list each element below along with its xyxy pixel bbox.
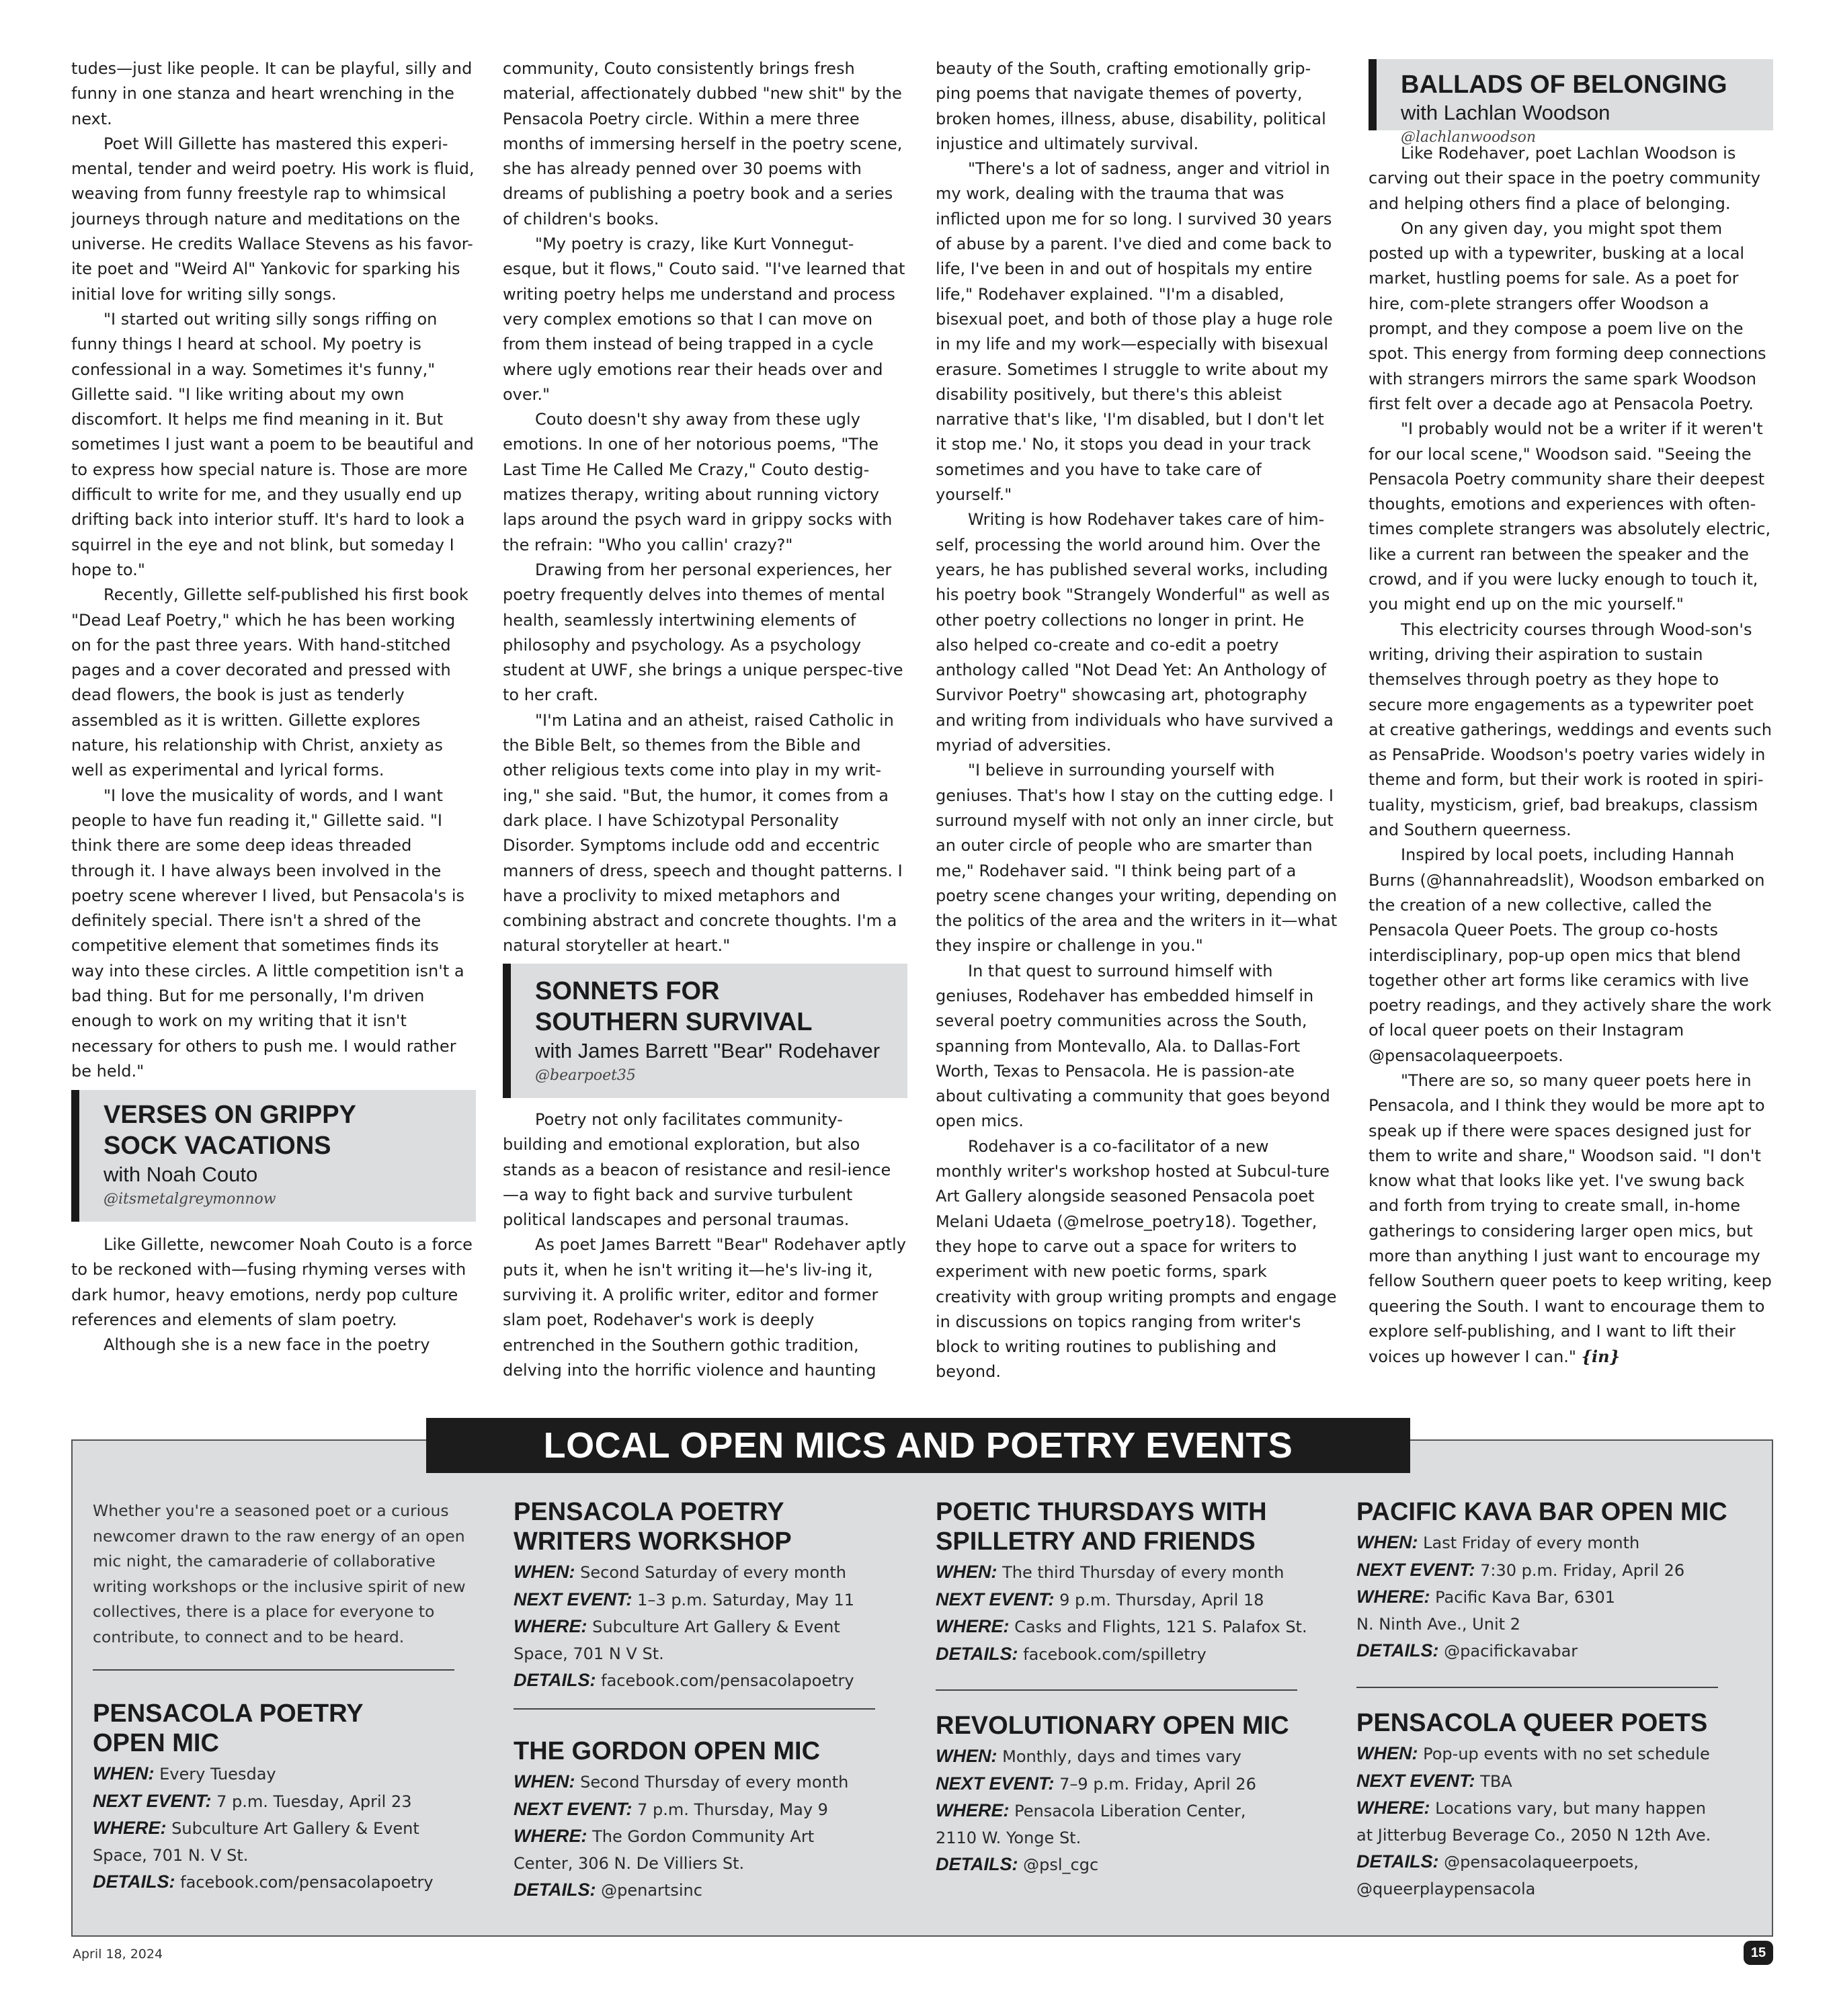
value: The third Thursday of every month — [1002, 1563, 1284, 1582]
event-where-cont: Center, 306 N. De Villiers St. — [514, 1853, 745, 1873]
value: Subculture Art Gallery & Event — [171, 1819, 419, 1838]
value: Second Saturday of every month — [580, 1563, 846, 1582]
event-details — [93, 1869, 483, 1896]
value: TBA — [1480, 1771, 1512, 1791]
event-when — [1356, 1740, 1760, 1768]
value: Pacific Kava Bar, 6301 — [1435, 1588, 1615, 1607]
event-title — [936, 1497, 1326, 1556]
event-next — [936, 1587, 1326, 1614]
paragraph: Couto doesn't shy away from these ugly emotions. In one of her notorious poems, "The Last Time He Called Me Crazy," Couto destig-matizes therapy, writing about running victory laps around the psych ward in grippy socks with the refrain: "Who you callin' crazy?" — [503, 410, 893, 554]
page-number: 15 — [1744, 1941, 1773, 1965]
event-where-cont: N. Ninth Ave., Unit 2 — [1356, 1614, 1520, 1634]
section-title: VERSES ON GRIPPY — [104, 1101, 356, 1129]
label: DETAILS: — [1356, 1851, 1439, 1872]
paragraph: "I love the musicality of words, and I want people to have fun reading it," Gillette said. "I think there are some deep ideas threaded through it. I have always been involved in the poetry scene wherever I lived, but Pensacola's is definitely special. There isn't a shred of the competitive element that sometimes finds its way into these circles. A little competition isn't a bad thing. But for me personally, I'm driven enough to work on my writing that it isn't necessary for others to push me. I would rather be held." — [71, 786, 464, 1081]
event-title: REVOLUTIONARY OPEN MIC — [936, 1712, 1289, 1740]
value: facebook.com/pensacolapoetry — [180, 1873, 434, 1892]
value: 7 p.m. Thursday, May 9 — [637, 1800, 828, 1819]
section-handle: @itsmetalgreymonnow — [104, 1191, 276, 1208]
event-when — [514, 1769, 903, 1796]
event-writers-workshop — [514, 1497, 903, 1695]
paragraph: Poetry not only facilitates community-building and emotional exploration, but also stands as a beacon of resistance and resil-ience—a way to fight back and survive turbulent political landscapes and personal traumas. — [503, 1110, 891, 1230]
label: WHERE: — [1356, 1587, 1430, 1607]
divider — [1356, 1687, 1718, 1688]
event-title — [514, 1497, 903, 1556]
event-when — [936, 1559, 1326, 1587]
label: WHEN: — [514, 1562, 575, 1582]
event-title: THE GORDON OPEN MIC — [514, 1737, 821, 1765]
event-pensacola-queer-poets — [1356, 1708, 1760, 1902]
event-where — [1356, 1795, 1760, 1822]
paragraph-text: "There are so, so many queer poets here in Pensacola, and I think they would be more apt to speak up if there were spaces designed just for them to write and share," Woodson said. "I don't know what that looks like yet. I've swung back and forth from trying to create small, in-home gatherings to considering larger open mics, but more than anything I just want to encourage my fellow Southern queer poets to keep writing, keep queering the South. I want to encourage them to explore self-publishing, and I want to lift their voices up however I can." — [1369, 1070, 1772, 1367]
article-column-4 — [1369, 141, 1773, 1370]
label: NEXT EVENT: — [93, 1790, 212, 1811]
paragraph: Drawing from her personal experiences, her poetry frequently delves into themes of mental health, seamlessly intertwining elements of philosophy and psychology. As a psychology student at UWF, she brings a unique perspec-tive to her craft. — [503, 560, 903, 705]
article-column-2 — [503, 56, 906, 959]
event-title-line: POETIC THURSDAYS WITH — [936, 1498, 1267, 1526]
label: NEXT EVENT: — [1356, 1559, 1475, 1580]
label: WHERE: — [93, 1818, 167, 1838]
event-when — [514, 1559, 903, 1587]
section-byline: with Lachlan Woodson — [1401, 101, 1610, 124]
value: @pensacolaqueerpoets, — [1444, 1853, 1639, 1872]
section-handle: @bearpoet35 — [535, 1067, 636, 1084]
event-where — [1356, 1584, 1746, 1611]
value: @penartsinc — [601, 1881, 702, 1900]
value: Locations vary, but many happen — [1435, 1799, 1706, 1818]
paragraph: Although she is a new face in the poetry — [104, 1335, 430, 1355]
paragraph: "I started out writing silly songs riffing on funny things I heard at school. My poetry is confessional in a way. Sometimes it's funny," Gillette said. "I like writing about my own discomfort. It helps me find meaning in it. But sometimes I just want a poem to be beautiful and to express how special nature is. Those are more difficult to write for me, and they usually end up drifting back into interior stuff. It's hard to look a squirrel in the eye and not blink, but someday I hope to." — [71, 309, 474, 579]
paragraph: "There's a lot of sadness, anger and vitriol in my work, dealing with the trauma that was inflicted upon me for so long. I survived 30 years of abuse by a parent. I've died and come back to life, I've been in and out of hospitals my entire life," Rodehaver explained. "I'm a disabled, bisexual poet, and both of those play a huge role in my life and my work—especially with bisexual erasure. Sometimes I struggle to write about my disability positively, but there's this ableist narrative that's like, 'I'm disabled, but I don't let it stop me.' No, it stops you dead in your track sometimes and you have to take care of yourself." — [936, 159, 1333, 505]
event-gordon-open-mic — [514, 1736, 903, 1904]
event-where — [936, 1613, 1326, 1641]
value: 7:30 p.m. Friday, April 26 — [1480, 1560, 1685, 1580]
paragraph: As poet James Barrett "Bear" Rodehaver aptly puts it, when he isn't writing it—he's liv-ing it, surviving it. A prolific writer, editor and former slam poet, Rodehaver's work is deeply entrenched in the Southern gothic tradition, delving into the horrific violence and haunting — [503, 1235, 906, 1380]
event-title-line: WRITERS WORKSHOP — [514, 1527, 792, 1556]
divider — [93, 1669, 454, 1671]
event-where — [514, 1823, 903, 1851]
event-details — [1356, 1849, 1760, 1876]
paragraph: Like Gillette, newcomer Noah Couto is a force to be reckoned with—fusing rhyming verses with dark humor, heavy emotions, nerdy pop culture references and elements of slam poetry. — [71, 1235, 473, 1329]
divider — [514, 1708, 875, 1710]
paragraph: Like Rodehaver, poet Lachlan Woodson is carving out their space in the poetry community and helping others find a place of belonging. — [1369, 144, 1760, 213]
paragraph: Poet Will Gillette has mastered this experi-mental, tender and weird poetry. His work is fluid, weaving from funny freestyle rap to whimsical journeys through nature and meditations on the universe. He credits Wallace Stevens as his favor-ite poet and "Weird Al" Yankovic for sparking his initial love for writing silly songs. — [71, 134, 475, 304]
label: NEXT EVENT: — [1356, 1770, 1475, 1791]
footer-date: April 18, 2024 — [73, 1947, 163, 1962]
paragraph — [1369, 1068, 1773, 1370]
value: @pacifickavabar — [1444, 1642, 1578, 1661]
event-revolutionary-open-mic — [936, 1711, 1326, 1879]
event-title-line: PENSACOLA POETRY — [93, 1699, 364, 1728]
paragraph: community, Couto consistently brings fresh material, affectionately dubbed "new shit" by the Pensacola Poetry circle. Within a mere three months of immersing herself in the poetry scene, she has already penned over 30 poems with dreams of publishing a poetry book and a series of children's books. — [503, 59, 903, 228]
event-next — [514, 1587, 903, 1614]
paragraph: This electricity courses through Wood-son's writing, driving their aspiration to sustain themselves through poetry as they hope to secure more engagements as a typewriter poet at creative gatherings, weddings and events such as PensaPride. Woodson's poetry varies widely in theme and form, but their work is rooted in spiri-tuality, mysticism, grief, bad breakups, classism and Southern queerness. — [1369, 620, 1772, 840]
label: NEXT EVENT: — [936, 1773, 1055, 1794]
value: The Gordon Community Art — [592, 1827, 815, 1846]
label: WHEN: — [93, 1763, 155, 1783]
event-details — [936, 1851, 1326, 1879]
article-column-2-continued — [503, 1107, 906, 1383]
section-title: SOUTHERN SURVIVAL — [535, 1008, 813, 1036]
section-header-ballads — [1369, 59, 1773, 146]
value: Pop-up events with no set schedule — [1423, 1745, 1710, 1763]
label: WHEN: — [1356, 1532, 1418, 1552]
section-byline: with Noah Couto — [104, 1163, 258, 1186]
paragraph: In that quest to surround himself with geniuses, Rodehaver has embedded himself in several poetry communities across the South, spanning from Montevallo, Ala. to Dallas-Fort Worth, Texas to Pensacola. He is passion-ate about cultivating a community that goes beyond open mics. — [936, 961, 1330, 1131]
value: facebook.com/spilletry — [1023, 1644, 1207, 1664]
event-next — [936, 1771, 1326, 1798]
label: WHEN: — [514, 1771, 575, 1792]
value: Second Thursday of every month — [580, 1773, 849, 1792]
event-next — [1356, 1557, 1746, 1585]
section-handle: @lachlanwoodson — [1401, 129, 1537, 146]
value: @psl_cgc — [1023, 1855, 1099, 1874]
divider — [936, 1689, 1297, 1691]
paragraph: "I'm Latina and an atheist, raised Catholic in the Bible Belt, so themes from the Bible and other religious texts come into play in my writ-ing," she said. "But, the humor, it comes from a dark place. I have Schizotypal Personality Disorder. Symptoms include odd and eccentric manners of dress, speech and thought patterns. I have a proclivity to mixed metaphors and combining abstract and concrete thoughts. I'm a natural storyteller at heart." — [503, 710, 903, 956]
event-poetic-thursdays — [936, 1497, 1326, 1668]
event-details — [514, 1667, 903, 1695]
label: NEXT EVENT: — [936, 1589, 1055, 1609]
value: 7 p.m. Tuesday, April 23 — [216, 1792, 412, 1811]
value: facebook.com/pensacolapoetry — [601, 1671, 854, 1690]
paragraph: tudes—just like people. It can be playful, silly and funny in one stanza and heart wrenching in the next. — [71, 59, 473, 128]
article-column-1 — [71, 56, 475, 1084]
events-banner-title: LOCAL OPEN MICS AND POETRY EVENTS — [426, 1418, 1410, 1473]
event-details — [514, 1877, 903, 1904]
label: WHERE: — [936, 1800, 1010, 1820]
event-title-line: OPEN MIC — [93, 1729, 219, 1757]
section-title: BALLADS OF BELONGING — [1401, 71, 1727, 99]
event-where — [514, 1613, 903, 1641]
event-next — [1356, 1768, 1760, 1796]
value: Last Friday of every month — [1423, 1534, 1640, 1552]
label: WHEN: — [936, 1562, 997, 1582]
label: DETAILS: — [1356, 1640, 1439, 1661]
event-details — [1356, 1638, 1746, 1665]
event-when — [1356, 1529, 1746, 1557]
value: Monthly, days and times vary — [1002, 1747, 1241, 1766]
section-header-grippy — [71, 1090, 476, 1222]
event-where-cont: Space, 701 N V St. — [514, 1644, 664, 1663]
section-title: SONNETS FOR — [535, 977, 720, 1005]
value: 1–3 p.m. Saturday, May 11 — [637, 1590, 855, 1609]
paragraph: "I probably would not be a writer if it weren't for our local scene," Woodson said. "Seeing the Pensacola Poetry community share their deepest thoughts, emotions and experiences with often-times complete strangers was absolutely electric, like a current ran between the speaker and the crowd, and if you were lucky enough to touch it, you might end up on the mic yourself." — [1369, 419, 1771, 614]
event-when — [936, 1743, 1326, 1771]
label: WHEN: — [1356, 1743, 1418, 1763]
label: DETAILS: — [93, 1872, 175, 1892]
event-where-cont: at Jitterbug Beverage Co., 2050 N 12th Ave. — [1356, 1825, 1711, 1845]
event-details — [936, 1641, 1326, 1669]
paragraph: Inspired by local poets, including Hannah Burns (@hannahreadslit), Woodson embarked on the creation of a new collective, called the Pensacola Queer Poets. The group co-hosts interdisciplinary, pop-up open mics that blend together other art forms like ceramics with live poetry readings, and they actively share the work of local queer poets on their Instagram @pensacolaqueerpoets. — [1369, 845, 1772, 1065]
event-when — [93, 1761, 483, 1788]
paragraph: Rodehaver is a co-facilitator of a new monthly writer's workshop hosted at Subcul-ture Art Gallery alongside seasoned Pensacola poet Melani Udaeta (@melrose_poetry18). Together, they hope to carve out a space for writers to experiment with new poetic forms, spark creativity with group writing prompts and engage in discussions on topics ranging from writer's block to writing routines to publishing and beyond. — [936, 1136, 1337, 1382]
event-where — [93, 1815, 483, 1843]
paragraph: On any given day, you might spot them posted up with a typewriter, busking at a local market, hustling poems for sale. As a poet for hire, com-plete strangers offer Woodson a prompt, and they compose a poem live on the spot. This energy from forming deep connections with strangers mirrors the same spark Woodson first felt over a decade ago at Pensacola Poetry. — [1369, 218, 1766, 413]
section-byline: with James Barrett "Bear" Rodehaver — [535, 1039, 881, 1062]
event-pacific-kava-bar — [1356, 1497, 1746, 1665]
event-where-cont: 2110 W. Yonge St. — [936, 1828, 1082, 1847]
label: NEXT EVENT: — [514, 1798, 633, 1819]
label: DETAILS: — [514, 1880, 596, 1900]
event-title — [93, 1699, 483, 1758]
event-where — [936, 1798, 1326, 1825]
value: 9 p.m. Thursday, April 18 — [1059, 1590, 1264, 1609]
value: Every Tuesday — [159, 1765, 276, 1783]
value: Casks and Flights, 121 S. Palafox St. — [1014, 1618, 1307, 1636]
event-where-cont: Space, 701 N. V St. — [93, 1845, 249, 1865]
value: Subculture Art Gallery & Event — [592, 1618, 840, 1636]
event-next — [514, 1796, 903, 1824]
event-pensacola-poetry-open-mic — [93, 1699, 483, 1896]
label: WHERE: — [1356, 1798, 1430, 1818]
event-title: PENSACOLA QUEER POETS — [1356, 1709, 1708, 1737]
label: NEXT EVENT: — [514, 1589, 633, 1609]
label: DETAILS: — [514, 1670, 596, 1690]
events-intro: Whether you're a seasoned poet or a curious newcomer drawn to the raw energy of an open mic night, the camaraderie of collaborative writing workshops or the inclusive spirit of new collectives, there is a place for everyone to contribute, to connect and to be heard. — [93, 1501, 466, 1646]
event-details-cont: @queerplaypensacola — [1356, 1879, 1536, 1898]
paragraph: "I believe in surrounding yourself with geniuses. That's how I stay on the cutting edge. I surround myself with not only an inner circle, but an outer circle of people who are smarter than me," Rodehaver said. "I think being part of a poetry scene changes your writing, depending on the politics of the area and the writers in it—what they inspire or challenge in you." — [936, 761, 1338, 956]
event-title-line: PENSACOLA POETRY — [514, 1498, 784, 1526]
article-column-3 — [936, 56, 1339, 1385]
event-title-line: SPILLETRY AND FRIENDS — [936, 1527, 1256, 1556]
article-column-1-continued — [71, 1232, 475, 1357]
label: WHERE: — [514, 1826, 587, 1846]
event-next — [93, 1788, 483, 1816]
value: Pensacola Liberation Center, — [1014, 1802, 1246, 1820]
label: WHERE: — [514, 1616, 587, 1636]
section-header-sonnets — [503, 964, 907, 1098]
label: WHERE: — [936, 1616, 1010, 1636]
paragraph: Recently, Gillette self-published his first book "Dead Leaf Poetry," which he has been working on for the past three years. With hand-stitched pages and a cover decorated and pressed with dead flowers, the book is just as tenderly assembled as it is written. Gillette explores nature, his relationship with Christ, anxiety as well as experimental and lyrical forms. — [71, 585, 468, 780]
label: DETAILS: — [936, 1643, 1018, 1664]
label: WHEN: — [936, 1746, 997, 1766]
value: 7–9 p.m. Friday, April 26 — [1059, 1774, 1256, 1794]
section-title: SOCK VACATIONS — [104, 1132, 331, 1160]
paragraph: "My poetry is crazy, like Kurt Vonnegut-esque, but it flows," Couto said. "I've learned that writing poetry helps me understand and process very complex emotions so that I can move on from them instead of being trapped in a cycle where ugly emotions rear their heads over and over." — [503, 235, 905, 404]
event-title: PACIFIC KAVA BAR OPEN MIC — [1356, 1498, 1727, 1526]
label: DETAILS: — [936, 1854, 1018, 1874]
end-mark: {in} — [1581, 1347, 1621, 1367]
paragraph: beauty of the South, crafting emotionally grip-ping poems that navigate themes of poverty, broken homes, illness, abuse, disability, political injustice and ultimately survival. — [936, 59, 1326, 153]
paragraph: Writing is how Rodehaver takes care of him-self, processing the world around him. Over the years, he has published several works, including his poetry book "Strangely Wonderful" as well as other poetry collections no longer in print. He also helped co-create and co-edit a poetry anthology called "Not Dead Yet: An Anthology of Survivor Poetry" showcasing art, photography and writing from individuals who have survived a myriad of adversities. — [936, 510, 1334, 755]
